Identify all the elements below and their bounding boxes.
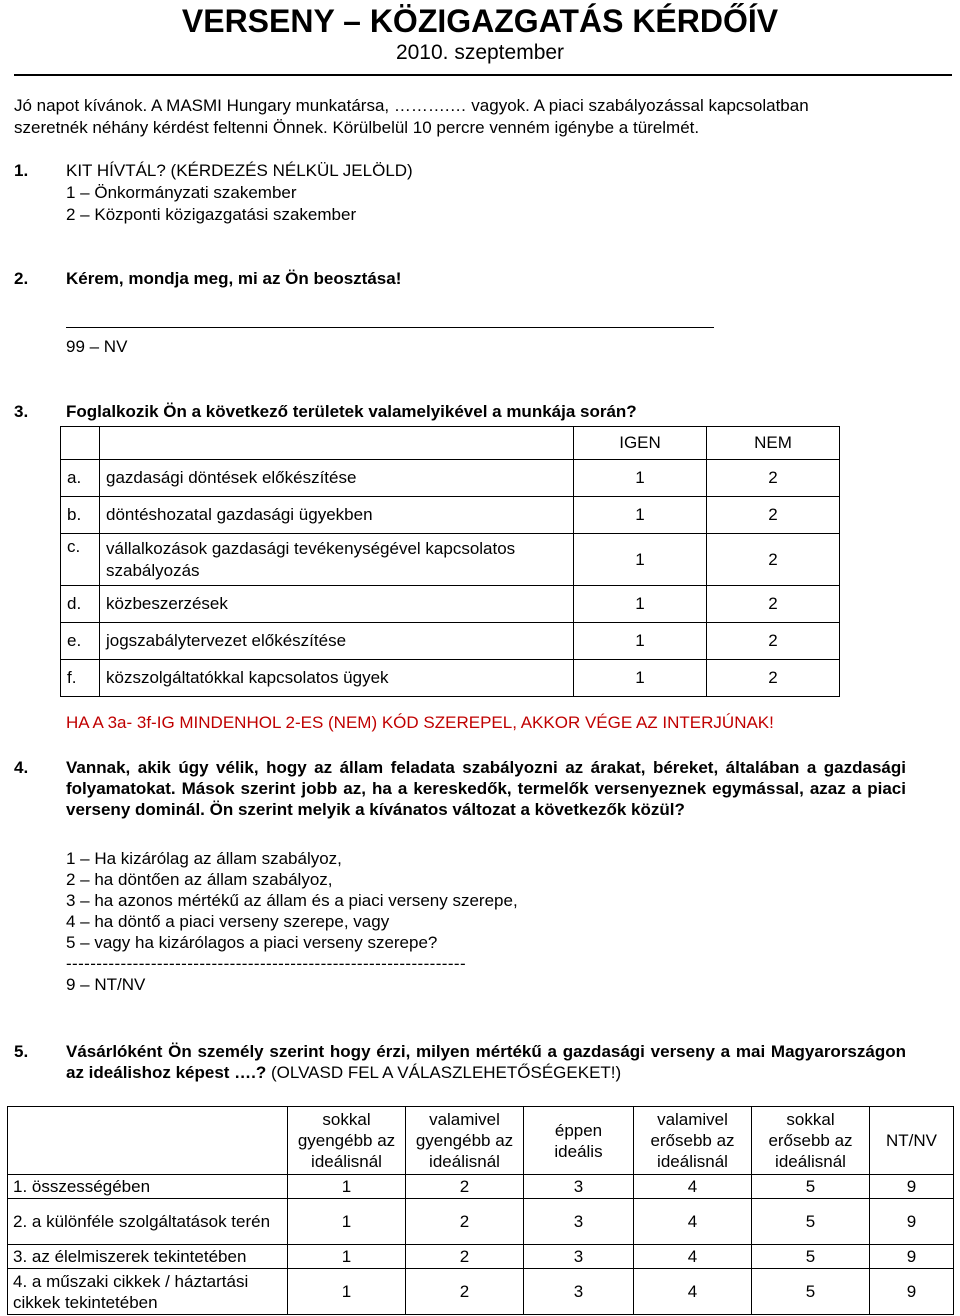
q3-row-letter: e.: [61, 623, 100, 660]
q4-option-2: 2 – ha döntően az állam szabályoz,: [66, 870, 333, 889]
q3-code-no: 2: [707, 586, 840, 623]
q3-code-no: 2: [707, 460, 840, 497]
intro-line-1: Jó napot kívánok. A MASMI Hungary munkatársa, ……….… vagyok. A piaci szabályozással kapcsolatban: [14, 96, 809, 115]
q3-row-label: jogszabálytervezet előkészítése: [100, 623, 574, 660]
q5-code: 9: [870, 1269, 954, 1315]
header-rule: [14, 74, 952, 76]
q5-code: 9: [870, 1245, 954, 1269]
q3-row-a: [61, 460, 840, 497]
q5-code: 4: [634, 1175, 752, 1199]
q5-col-header: valamivel gyengébb az ideálisnál: [406, 1107, 524, 1175]
q3-row-letter: f.: [61, 660, 100, 697]
q1-number: 1.: [14, 161, 29, 180]
q5-col-header: sokkal erősebb az ideálisnál: [752, 1107, 870, 1175]
q2-nv-code: 99 – NV: [66, 337, 128, 356]
q5-row-label: 1. összességében: [8, 1175, 288, 1199]
q5-code: 9: [870, 1175, 954, 1199]
q3-number: 3.: [14, 402, 29, 421]
q3-row-label: döntéshozatal gazdasági ügyekben: [100, 497, 574, 534]
q3-row-e: [61, 623, 840, 660]
q3-code-yes: 1: [574, 660, 707, 697]
intro-line-2: szeretnék néhány kérdést feltenni Önnek. Körülbelül 10 percre venném igénybe a türelmét.: [14, 118, 700, 137]
q3-row-d: [61, 586, 840, 623]
q5-col-header: valamivel erősebb az ideálisnál: [634, 1107, 752, 1175]
q5-row-label: 3. az élelmiszerek tekintetében: [8, 1245, 288, 1269]
q5-header-row: [8, 1107, 954, 1175]
q5-table: [7, 1106, 954, 1315]
q5-code: 4: [634, 1245, 752, 1269]
q5-row-label: 2. a különféle szolgáltatások terén: [8, 1199, 288, 1245]
q5-code: 2: [406, 1269, 524, 1315]
q5-code: 2: [406, 1175, 524, 1199]
q3-code-no: 2: [707, 497, 840, 534]
q5-row-4: [8, 1269, 954, 1315]
q3-col-no: NEM: [707, 427, 840, 460]
q3-row-label: közszolgáltatókkal kapcsolatos ügyek: [100, 660, 574, 697]
q3-row-letter: c.: [61, 534, 100, 586]
q5-code: 4: [634, 1199, 752, 1245]
q5-row-label: 4. a műszaki cikkek / háztartási cikkek tekintetében: [8, 1269, 288, 1315]
q3-code-yes: 1: [574, 460, 707, 497]
q5-number: 5.: [14, 1042, 29, 1061]
q5-col-header: sokkal gyengébb az ideálisnál: [288, 1107, 406, 1175]
q4-separator: ------------------------------------------------------------------: [66, 954, 467, 973]
q3-row-letter: b.: [61, 497, 100, 534]
q5-code: 5: [752, 1245, 870, 1269]
document-date: 2010. szeptember: [395, 41, 565, 64]
q5-code: 3: [524, 1245, 634, 1269]
q3-code-yes: 1: [574, 497, 707, 534]
q5-code: 5: [752, 1199, 870, 1245]
document-title: VERSENY – KÖZIGAZGATÁS KÉRDŐÍV: [181, 3, 779, 39]
q5-text: [66, 1041, 906, 1083]
q5-text-instruction: (OLVASD FEL A VÁLASZLEHETŐSÉGEKET!): [266, 1063, 622, 1082]
q5-code: 1: [288, 1175, 406, 1199]
q5-row-1: [8, 1175, 954, 1199]
q5-row-2: [8, 1199, 954, 1245]
q3-row-label: gazdasági döntések előkészítése: [100, 460, 574, 497]
q2-text: Kérem, mondja meg, mi az Ön beosztása!: [66, 269, 402, 288]
q3-row-letter: d.: [61, 586, 100, 623]
q3-code-no: 2: [707, 660, 840, 697]
q4-option-1: 1 – Ha kizárólag az állam szabályoz,: [66, 849, 342, 868]
q1-text: KIT HÍVTÁL? (KÉRDEZÉS NÉLKÜL JELÖLD): [66, 161, 413, 180]
q5-code: 2: [406, 1199, 524, 1245]
q5-code: 3: [524, 1175, 634, 1199]
q3-code-yes: 1: [574, 623, 707, 660]
q3-filter-note: HA A 3a- 3f-IG MINDENHOL 2-ES (NEM) KÓD SZEREPEL, AKKOR VÉGE AZ INTERJÚNAK!: [66, 713, 774, 732]
q5-code: 5: [752, 1175, 870, 1199]
q3-text: Foglalkozik Ön a következő területek valamelyikével a munkája során?: [66, 402, 637, 421]
q4-text: Vannak, akik úgy vélik, hogy az állam feladata szabályozni az árakat, béreket, általában a gazdasági folyamatokat. Mások szerint jobb az, ha a kereskedők, termelők versenyeznek egymással, azaz a piaci verseny dominál. Ön szerint melyik a kívánatos változat a következők közül?: [66, 758, 906, 819]
q3-col-yes: IGEN: [574, 427, 707, 460]
q5-text-bold: Vásárlóként Ön személy szerint hogy érzi, milyen mértékű a gazdasági verseny a mai Magyarországon az ideálishoz képest ….?: [66, 1042, 906, 1082]
q3-code-yes: 1: [574, 534, 707, 586]
q5-code: 4: [634, 1269, 752, 1315]
q5-row-3: [8, 1245, 954, 1269]
q5-col-header: éppen ideális: [524, 1107, 634, 1175]
q4-option-4: 4 – ha döntő a piaci verseny szerepe, vagy: [66, 912, 390, 931]
q5-code: 1: [288, 1245, 406, 1269]
q3-code-no: 2: [707, 534, 840, 586]
q5-col-header: NT/NV: [870, 1107, 954, 1175]
q5-code: 3: [524, 1199, 634, 1245]
q5-code: 3: [524, 1269, 634, 1315]
q5-code: 9: [870, 1199, 954, 1245]
q2-number: 2.: [14, 269, 29, 288]
q3-row-c: [61, 534, 840, 586]
q5-code: 5: [752, 1269, 870, 1315]
q3-table: [60, 426, 840, 697]
q3-code-yes: 1: [574, 586, 707, 623]
q5-code: 2: [406, 1245, 524, 1269]
q3-header-row: [61, 427, 840, 460]
q3-code-no: 2: [707, 623, 840, 660]
q4-nt-code: 9 – NT/NV: [66, 975, 146, 994]
q5-code: 1: [288, 1199, 406, 1245]
q1-option-1: 1 – Önkormányzati szakember: [66, 183, 297, 202]
q4-option-5: 5 – vagy ha kizárólagos a piaci verseny szerepe?: [66, 933, 438, 952]
q4-number: 4.: [14, 758, 29, 777]
q1-option-2: 2 – Központi közigazgatási szakember: [66, 205, 357, 224]
q3-row-f: [61, 660, 840, 697]
q3-row-label: vállalkozások gazdasági tevékenységével kapcsolatos szabályozás: [100, 534, 574, 586]
q3-row-letter: a.: [61, 460, 100, 497]
q3-row-label: közbeszerzések: [100, 586, 574, 623]
q4-option-3: 3 – ha azonos mértékű az állam és a piaci verseny szerepe,: [66, 891, 518, 910]
q5-code: 1: [288, 1269, 406, 1315]
q3-row-b: [61, 497, 840, 534]
q2-answer-line: [66, 327, 714, 328]
